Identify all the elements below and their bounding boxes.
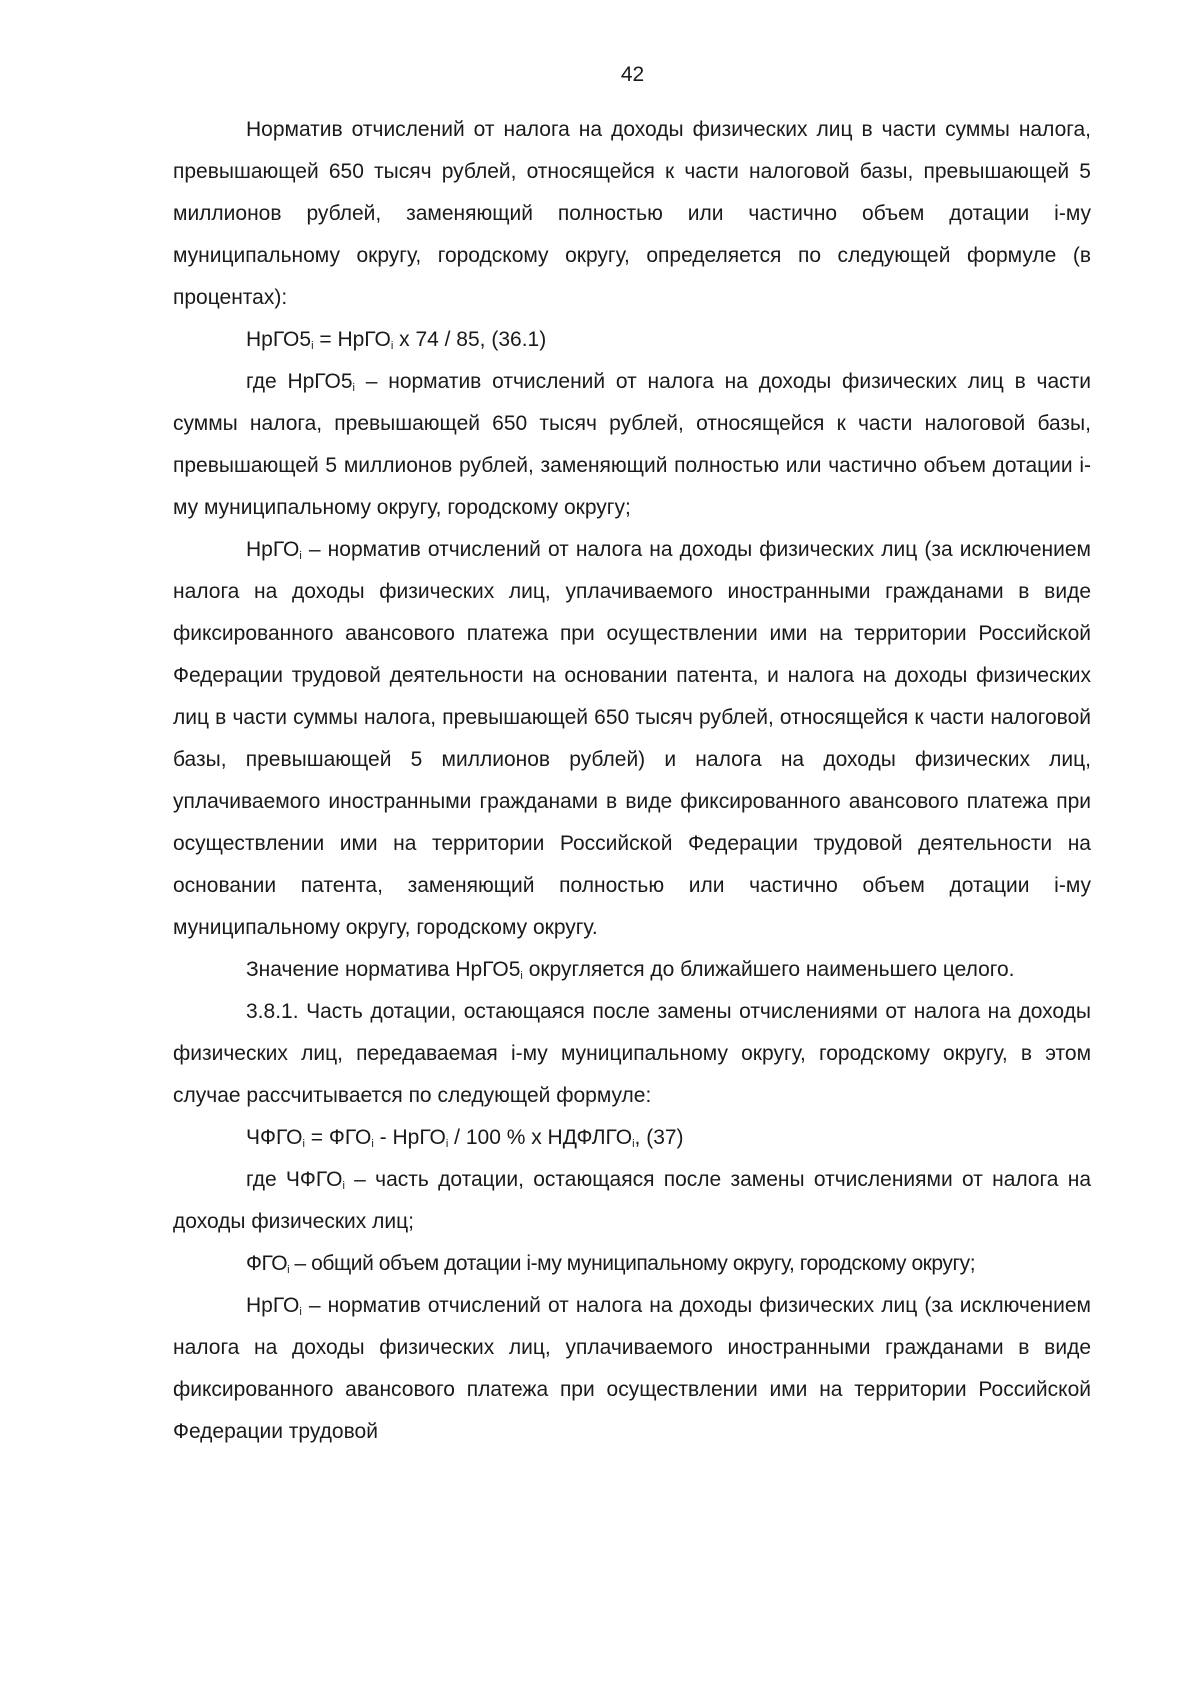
text-run: = НрГО — [313, 328, 391, 351]
text-run: – часть дотации, остающаяся после замены отчислениями от налога на доходы физических лиц; — [173, 1168, 1091, 1233]
text-run: ЧФГО — [246, 1126, 303, 1149]
text-run: ФГО — [246, 1252, 288, 1275]
text-run: = ФГО — [304, 1126, 372, 1149]
text-run: – норматив отчислений от налога на доходы физических лиц (за исключением налога на доходы физических лиц, уплачиваемого иностранными гражданами в виде фиксированного авансового платежа при осуществлении ими на территории Российской Федерации трудовой деятельности на основании патента, и налога на доходы физических лиц в части суммы налога, превышающей 650 тысяч рублей, относящейся к части налоговой базы, превышающей 5 миллионов рублей) и налога на доходы физических лиц, уплачиваемого иностранными гражданами в виде фиксированного авансового платежа при осуществлении ими на территории Российской Федерации трудовой деятельности на основании патента, заменяющий полностью или частично объем дотации i-му муниципальному округу, городскому округу. — [173, 538, 1091, 939]
text-run: / 100 % x НДФЛГО — [448, 1126, 633, 1149]
subscript-index: i — [302, 1138, 305, 1150]
subscript-index: i — [520, 970, 523, 982]
text-run: x 74 / 85, (36.1) — [393, 328, 547, 351]
text-run: где ЧФГО — [246, 1168, 343, 1191]
text-run: НрГО5 — [246, 328, 312, 351]
subscript-index: i — [342, 1180, 345, 1192]
subscript-index: i — [287, 1264, 290, 1276]
text-run: Значение норматива НрГО5 — [246, 958, 521, 981]
paragraph — [173, 949, 1091, 991]
subscript-index: i — [299, 1306, 302, 1318]
text-run: – норматив отчислений от налога на доходы физических лиц (за исключением налога на доходы физических лиц, уплачиваемого иностранными гражданами в виде фиксированного авансового платежа при осуществлении ими на территории Российской Федерации трудовой — [173, 1294, 1091, 1443]
subscript-index: i — [445, 1138, 449, 1150]
paragraph — [173, 361, 1091, 529]
formula — [173, 1117, 1091, 1159]
paragraph: Норматив отчислений от налога на доходы физических лиц в части суммы налога, превышающей 650 тысяч рублей, относящейся к части налоговой базы, превышающей 5 миллионов рублей, заменяющий полностью или частично объем дотации i-му муниципальному округу, городскому округу, определяется по следующей формуле (в процентах): — [173, 118, 1091, 309]
paragraph — [173, 1159, 1091, 1243]
text-run: округляется до ближайшего наименьшего целого. — [522, 958, 1015, 981]
formula — [173, 319, 1091, 361]
text-run: НрГО — [246, 1294, 300, 1317]
document-body — [173, 109, 1091, 1453]
subscript-index: i — [299, 550, 302, 562]
text-run: – общий объем дотации i-му муниципальному округу, городскому округу; — [289, 1252, 976, 1275]
subscript-index: i — [390, 340, 394, 352]
subscript-index: i — [311, 340, 314, 352]
subscript-index: i — [371, 1138, 374, 1150]
subscript-index: i — [352, 382, 355, 394]
text-run: где НрГО5 — [246, 370, 353, 393]
paragraph — [173, 529, 1091, 949]
paragraph — [173, 1285, 1091, 1453]
text-run: , (37) — [634, 1126, 684, 1149]
text-run: – норматив отчислений от налога на доходы физических лиц в части суммы налога, превышающей 650 тысяч рублей, относящейся к части налоговой базы, превышающей 5 миллионов рублей, заменяющий полностью или частично объем дотации i-му муниципальному округу, городскому округу; — [173, 370, 1091, 519]
paragraph: 3.8.1. Часть дотации, остающаяся после замены отчислениями от налога на доходы физических лиц, передаваемая i-му муниципальному округу, городскому округу, в этом случае рассчитывается по следующей формуле: — [173, 1000, 1091, 1107]
paragraph — [173, 1243, 1091, 1285]
text-run: - НрГО — [373, 1126, 446, 1149]
page-number: 42 — [620, 63, 645, 86]
subscript-index: i — [632, 1138, 635, 1150]
text-run: НрГО — [246, 538, 300, 561]
